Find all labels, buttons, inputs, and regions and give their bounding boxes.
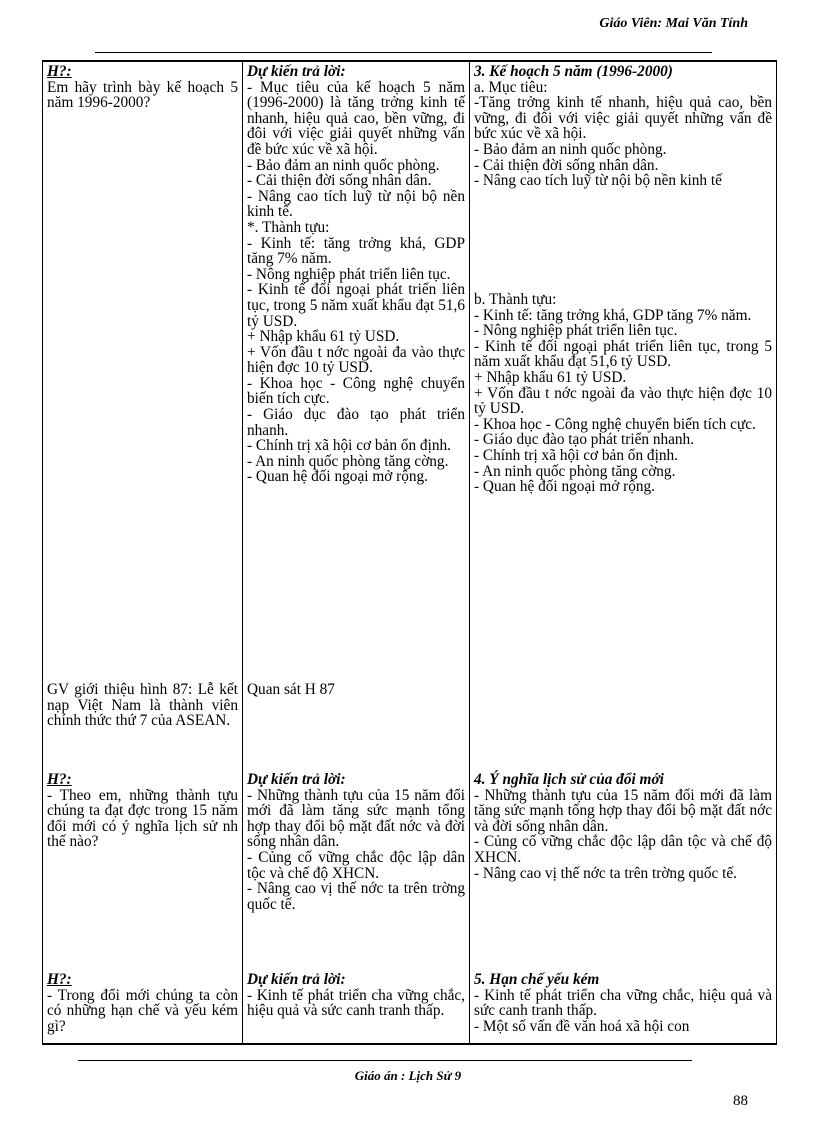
footer-divider	[78, 1060, 692, 1061]
student-line: - Nâng cao vị thế nớc ta trên trờng quốc tế.	[247, 880, 465, 913]
student-line: + Vốn đầu t nớc ngoài đa vào thực hiện đợc 10 tỷ USD.	[247, 343, 465, 377]
question-heading: H?:	[47, 63, 72, 80]
question-heading: H?:	[47, 771, 72, 788]
question-heading: H?:	[47, 971, 72, 988]
content-column	[470, 61, 777, 1044]
lesson-table	[42, 60, 777, 1045]
teacher-question-meaning	[47, 772, 238, 972]
student-answer-meaning	[247, 772, 465, 972]
content-line: + Nhập khẩu 61 tỷ USD.	[474, 368, 627, 386]
answer-heading: Dự kiến trả lời:	[247, 63, 346, 80]
student-line: - An ninh quốc phòng tăng cờng.	[247, 452, 449, 470]
student-observe	[247, 682, 465, 772]
content-line: - Những thành tựu của 15 năm đổi mới đã làm tăng sức mạnh tổng hợp thay đổi bộ mặt đất nớc và đời sống nhân dân.	[474, 786, 772, 835]
content-line: + Vốn đầu t nớc ngoài đa vào thực hiện đợc 10 tỷ USD.	[474, 384, 772, 418]
student-answer-plan	[247, 64, 465, 682]
content-plan-results	[474, 292, 772, 772]
content-meaning	[474, 772, 772, 972]
student-line: - Chính trị xã hội cơ bản ổn định.	[247, 437, 451, 455]
page-number: 88	[733, 1093, 748, 1109]
section-heading: 3. Kế hoạch 5 năm (1996-2000)	[474, 63, 673, 80]
student-line: - Nông nghiệp phát triển liên tục.	[247, 265, 451, 283]
content-line: - Chính trị xã hội cơ bản ổn định.	[474, 446, 678, 464]
section-heading: 5. Hạn chế yếu kém	[474, 971, 600, 988]
teacher-column	[43, 61, 243, 1044]
student-line: - Khoa học - Công nghệ chuyển biến tích cực.	[247, 374, 465, 408]
teacher-line: - Theo em, những thành tựu chúng ta đạt đợc trong 15 năm đổi mới có ý nghĩa lịch sử nh thế nào?	[47, 786, 238, 851]
student-answer-limits	[247, 972, 465, 1019]
content-line: -Tăng trởng kinh tế nhanh, hiệu quả cao, bền vững, đi đôi với việc giải quyết những vấn đề bức xúc về xã hội.	[474, 94, 772, 143]
header-teacher: Giáo Viên: Mai Văn Tính	[599, 16, 748, 31]
teacher-question-limits	[47, 972, 238, 1034]
student-line: - Nâng cao tích luỹ từ nội bộ nền kinh tế.	[247, 187, 465, 221]
section-heading: 4. Ý nghĩa lịch sử của đổi mới	[474, 771, 664, 788]
answer-heading: Dự kiến trả lời:	[247, 771, 346, 788]
content-line: - Giáo dục đào tạo phát triển nhanh.	[474, 431, 695, 449]
content-limits	[474, 972, 772, 1034]
content-line: - Nâng cao vị thế nớc ta trên trờng quốc tế.	[474, 864, 737, 882]
teacher-figure-intro	[47, 682, 238, 772]
teacher-line: GV giới thiệu hình 87: Lễ kết nạp Việt Nam là thành viên chính thức thứ 7 của ASEAN.	[47, 681, 238, 730]
student-line: - Kinh tế đối ngoại phát triển liên tục, trong 5 năm xuất khẩu đạt 51,6 tỷ USD.	[247, 281, 465, 330]
teacher-line: - Trong đổi mới chúng ta còn có những hạn chế và yếu kém gì?	[47, 986, 238, 1035]
answer-heading: Dự kiến trả lời:	[247, 971, 346, 988]
student-line: - Quan hệ đối ngoại mở rộng.	[247, 468, 428, 486]
student-line: - Cải thiện đời sống nhân dân.	[247, 172, 432, 190]
content-line: - Một số vấn đề văn hoá xã hội con	[474, 1017, 690, 1035]
header-divider	[95, 52, 712, 53]
footer-title: Giáo án : Lịch Sử 9	[354, 1068, 462, 1083]
content-line: - An ninh quốc phòng tăng cờng.	[474, 462, 676, 480]
student-line: *. Thành tựu:	[247, 218, 330, 236]
content-line: - Bảo đảm an ninh quốc phòng.	[474, 140, 667, 158]
student-line: - Củng cố vững chắc độc lập dân tộc và chế độ XHCN.	[247, 848, 465, 882]
content-line: - Nâng cao tích luỹ từ nội bộ nền kinh tế	[474, 172, 722, 190]
student-line: - Kinh tế phát triển cha vững chắc, hiệu quả và sức canh tranh thấp.	[247, 986, 465, 1020]
student-line: - Kinh tế: tăng trởng khá, GDP tăng 7% năm.	[247, 234, 465, 268]
content-line: - Cải thiện đời sống nhân dân.	[474, 156, 659, 174]
student-line: + Nhập khẩu 61 tỷ USD.	[247, 328, 400, 346]
student-column	[243, 61, 470, 1044]
student-line: - Bảo đảm an ninh quốc phòng.	[247, 156, 440, 174]
content-line: - Củng cố vững chắc độc lập dân tộc và chế độ XHCN.	[474, 833, 772, 866]
content-line: b. Thành tựu:	[474, 291, 557, 308]
teacher-question-plan	[47, 64, 238, 682]
content-line: - Kinh tế đối ngoại phát triển liên tục, trong 5 năm xuất khẩu đạt 51,6 tỷ USD.	[474, 337, 772, 371]
content-line: - Quan hệ đối ngoại mở rộng.	[474, 478, 655, 496]
student-line: Quan sát H 87	[247, 681, 335, 698]
content-line: - Khoa học - Công nghệ chuyển biến tích cực.	[474, 415, 756, 433]
content-plan-goals	[474, 64, 772, 292]
content-line: - Kinh tế phát triển cha vững chắc, hiệu quả và sức canh tranh thấp.	[474, 986, 772, 1020]
content-line: - Nông nghiệp phát triển liên tục.	[474, 322, 678, 340]
content-line: a. Mục tiêu:	[474, 78, 548, 96]
student-line: - Những thành tựu của 15 năm đổi mới đã làm tăng sức mạnh tổng hợp thay đổi bộ mặt đất nớc và đời sống nhân dân.	[247, 786, 465, 851]
teacher-line: Em hãy trình bày kế hoạch 5 năm 1996-2000?	[47, 78, 238, 112]
student-line: - Giáo dục đào tạo phát triển nhanh.	[247, 406, 465, 439]
student-line: - Mục tiêu của kế hoạch 5 năm (1996-2000) là tăng trởng kinh tế nhanh, hiệu quả cao, bền vững, đi đôi với việc giải quyết những vấn đề bức xúc về xã hội.	[247, 78, 465, 158]
content-line: - Kinh tế: tăng trởng khá, GDP tăng 7% năm.	[474, 306, 752, 324]
